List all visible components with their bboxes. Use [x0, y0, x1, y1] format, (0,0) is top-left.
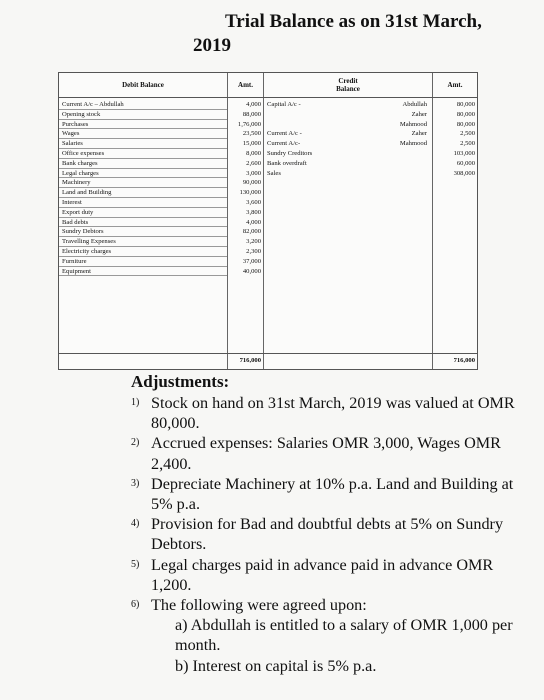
header-debit-balance: Debit Balance — [122, 81, 164, 89]
debit-account: Interest — [62, 198, 82, 206]
title-line-2: 2019 — [193, 35, 231, 56]
debit-account: Salaries — [62, 140, 83, 148]
table-row — [59, 159, 477, 169]
credit-account: Current A/c - Zaher — [267, 130, 427, 138]
header-amt-debit: Amt. — [238, 81, 253, 89]
adjustment-item — [131, 393, 531, 433]
debit-account: Land and Building — [62, 189, 112, 197]
adjustments-list — [131, 393, 531, 615]
table-row — [59, 198, 477, 208]
total-credit: 716,000 — [453, 357, 475, 364]
table-row — [59, 208, 477, 218]
header-credit-balance: Credit Balance — [336, 77, 360, 93]
debit-account: Bank charges — [62, 159, 98, 167]
debit-amount: 40,000 — [242, 267, 261, 275]
table-row — [59, 247, 477, 257]
adjustment-item — [131, 474, 531, 514]
credit-account: Capital A/c - Abdullah — [267, 101, 427, 108]
debit-amount: 15,000 — [242, 140, 261, 148]
debit-amount: 23,500 — [242, 130, 261, 138]
table-row — [59, 100, 477, 110]
adjustment-number: 4) — [131, 518, 140, 530]
adjustment-number: 6) — [131, 599, 140, 611]
debit-amount: 4,000 — [246, 101, 261, 108]
credit-amount: 103,000 — [453, 149, 475, 157]
debit-account: Office expenses — [62, 149, 105, 157]
title-line-1: Trial Balance as on 31st March, — [225, 11, 482, 32]
debit-account: Wages — [62, 130, 80, 138]
debit-amount: 8,000 — [246, 149, 261, 157]
credit-amount: 80,000 — [456, 120, 475, 128]
adjustment-text: Legal charges paid in advance paid in advance OMR 1,200. — [151, 555, 494, 594]
debit-account: Travelling Expenses — [62, 238, 116, 246]
debit-amount: 1,76,000 — [237, 120, 261, 128]
debit-account: Legal charges — [62, 169, 99, 177]
credit-amount: 80,000 — [456, 110, 475, 118]
adjustment-text: Stock on hand on 31st March, 2019 was valued at OMR 80,000. — [151, 394, 515, 433]
debit-amount: 130,000 — [239, 189, 261, 197]
adjustment-text: Accrued expenses: Salaries OMR 3,000, Wages OMR 2,400. — [151, 434, 501, 473]
adjustment-subitem: a) Abdullah is entitled to a salary of OMR 1,000 per month. — [175, 616, 513, 655]
adjustments-section — [131, 371, 531, 676]
adjustment-item — [131, 514, 531, 554]
debit-amount: 4,000 — [246, 218, 261, 226]
debit-amount: 3,200 — [246, 238, 261, 246]
table-row: Opening stock 88,000 Zaher 80,000 — [59, 110, 477, 120]
adjustments-heading: Adjustments: — [131, 372, 230, 391]
adjustment-subitem: b) Interest on capital is 5% p.a. — [175, 656, 377, 675]
debit-amount: 37,000 — [242, 257, 261, 265]
credit-amount: 60,000 — [456, 159, 475, 167]
debit-amount: 3,600 — [246, 198, 261, 206]
adjustments-sublist — [131, 615, 531, 676]
debit-account: Equipment — [62, 267, 91, 275]
table-row — [59, 139, 477, 149]
adjustment-number: 2) — [131, 437, 140, 449]
adjustment-text: The following were agreed upon: — [151, 596, 367, 615]
table-row — [59, 257, 477, 267]
debit-account: Furniture — [62, 257, 87, 265]
debit-amount: 2,300 — [246, 247, 261, 255]
adjustment-item — [131, 433, 531, 473]
credit-amount: 308,000 — [453, 169, 475, 177]
total-debit: 716,000 — [239, 357, 261, 364]
debit-account: Current A/c – Abdullah — [62, 101, 124, 108]
table-row — [59, 218, 477, 228]
page-title — [193, 10, 513, 58]
table-body — [59, 100, 477, 276]
credit-account: Bank overdraft — [267, 159, 307, 167]
debit-amount: 2,600 — [246, 159, 261, 167]
adjustment-number: 3) — [131, 477, 140, 489]
table-row — [59, 129, 477, 139]
debit-account: Purchases — [62, 120, 89, 128]
debit-account: Export duty — [62, 208, 94, 216]
debit-account: Sundry Debtors — [62, 228, 104, 236]
credit-account: Sundry Creditors — [267, 149, 313, 157]
credit-amount: 2,500 — [460, 130, 475, 138]
totals-row — [59, 353, 477, 368]
adjustment-text: Provision for Bad and doubtful debts at 5% on Sundry Debtors. — [151, 515, 504, 554]
adjustment-number: 5) — [131, 558, 140, 570]
debit-amount: 82,000 — [242, 228, 261, 236]
adjustment-text: Depreciate Machinery at 10% p.a. Land and Building at 5% p.a. — [151, 474, 514, 514]
trial-balance-table — [58, 72, 478, 370]
credit-amount: 2,500 — [460, 140, 475, 148]
table-row: Purchases 1,76,000 Mahmood 80,000 — [59, 120, 477, 130]
debit-amount: 3,800 — [246, 208, 261, 216]
debit-amount: 3,000 — [246, 169, 261, 177]
table-row — [59, 267, 477, 277]
adjustment-number: 1) — [131, 397, 140, 408]
debit-account: Electricity charges — [62, 247, 112, 255]
table-row — [59, 237, 477, 247]
table-row — [59, 178, 477, 188]
adjustment-item — [131, 555, 531, 595]
debit-account: Machinery — [62, 179, 91, 187]
table-row — [59, 149, 477, 159]
debit-account: Opening stock — [62, 110, 101, 118]
header-amt-credit: Amt. — [447, 81, 463, 89]
debit-amount: 88,000 — [242, 110, 261, 118]
credit-amount: 80,000 — [456, 101, 475, 108]
table-row — [59, 227, 477, 237]
debit-account: Bad debts — [62, 218, 89, 226]
credit-account: Current A/c- Mahmood — [267, 140, 427, 148]
adjustment-item — [131, 595, 531, 615]
credit-account: Sales — [267, 169, 281, 177]
debit-amount: 90,000 — [242, 179, 261, 187]
table-row — [59, 169, 477, 179]
table-row — [59, 188, 477, 198]
